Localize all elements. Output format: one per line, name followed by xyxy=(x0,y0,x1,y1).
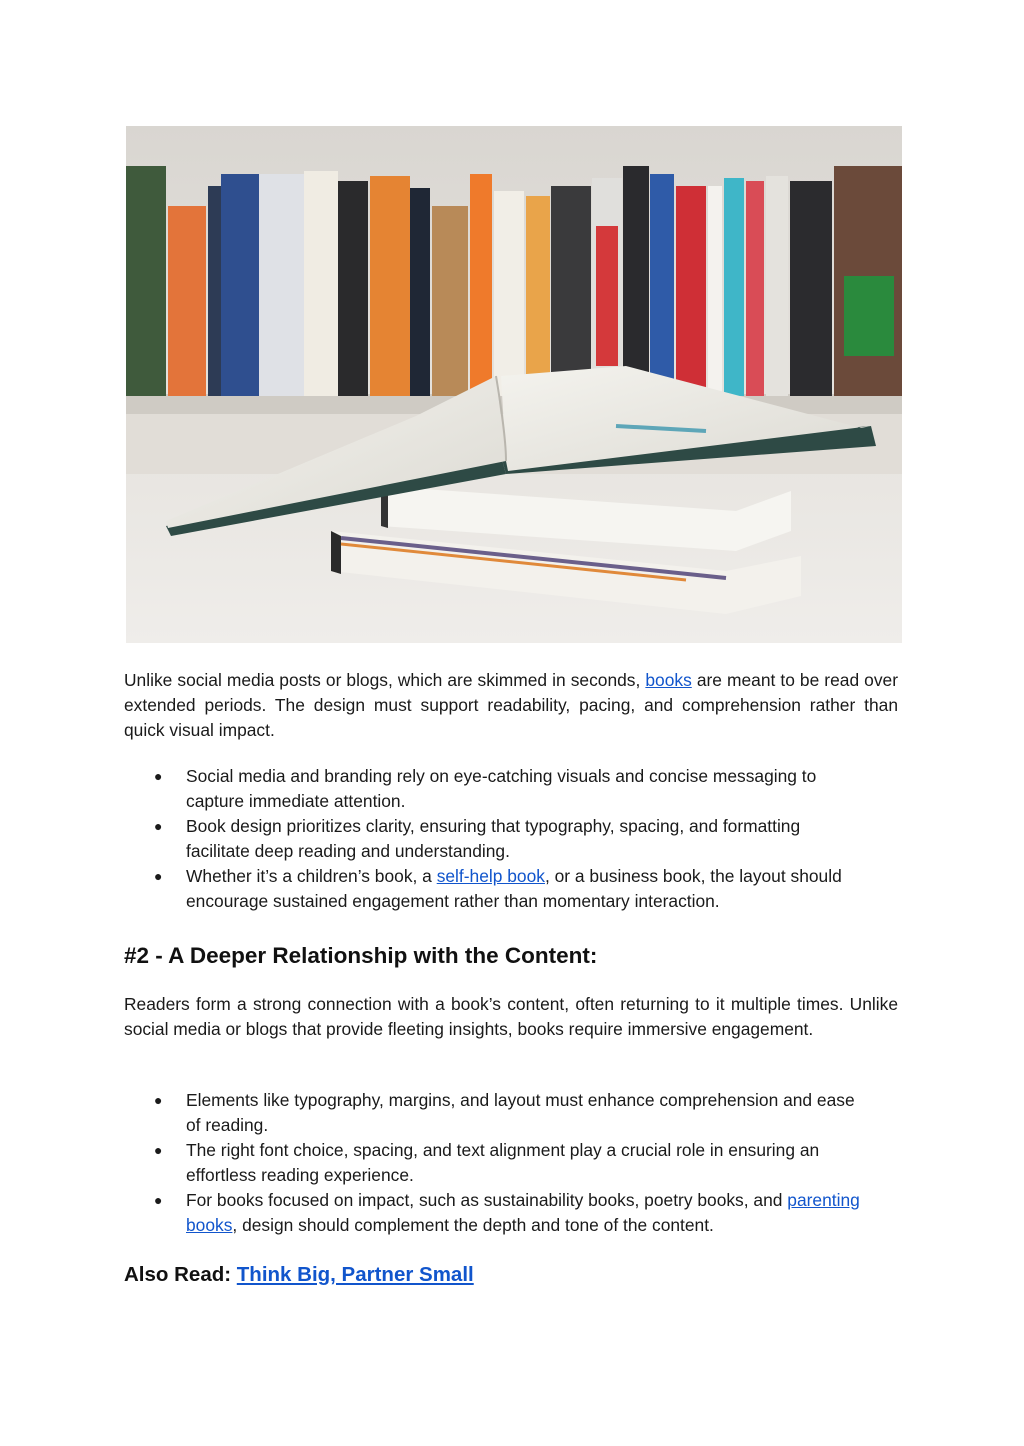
list-item xyxy=(124,1188,898,1238)
list-item xyxy=(124,864,898,914)
also-read-label: Also Read: xyxy=(124,1263,237,1286)
list-item-text-before: For books focused on impact, such as sustainability books, poetry books, and xyxy=(186,1190,788,1210)
hero-image xyxy=(126,126,902,643)
books-link[interactable]: books xyxy=(645,670,692,690)
section2-paragraph: Readers form a strong connection with a book’s content, often returning to it multiple times. Unlike social media or blogs that provide fleeting insights, books require immersive engagement. xyxy=(124,994,898,1039)
bullet-icon: ● xyxy=(154,868,163,884)
list-item-text: Elements like typography, margins, and layout must enhance comprehension and ease of reading. xyxy=(186,1090,855,1135)
list-item-text-after: , or a business book, the layout should encourage sustained engagement rather than momentary interaction. xyxy=(186,866,842,911)
intro-paragraph xyxy=(124,668,898,743)
list-item-text: The right font choice, spacing, and text alignment play a crucial role in ensuring an effortless reading experience. xyxy=(186,1140,820,1185)
section-heading: #2 - A Deeper Relationship with the Content: xyxy=(124,943,598,968)
list-item xyxy=(124,764,898,814)
also-read xyxy=(124,1261,474,1289)
list-item-text: Book design prioritizes clarity, ensuring that typography, spacing, and formatting facilitate deep reading and understanding. xyxy=(186,816,801,861)
intro-text-before: Unlike social media posts or blogs, which are skimmed in seconds, xyxy=(124,670,646,690)
list-item xyxy=(124,1088,898,1138)
list-item-text: Social media and branding rely on eye-catching visuals and concise messaging to capture immediate attention. xyxy=(186,766,817,811)
parenting-books-link[interactable]: parenting books xyxy=(186,1190,860,1235)
also-read-link[interactable]: Think Big, Partner Small xyxy=(236,1263,474,1286)
list-item-text-after: , design should complement the depth and tone of the content. xyxy=(232,1215,714,1235)
list-item-text-before: Whether it’s a children’s book, a xyxy=(186,866,437,886)
bullet-icon: ● xyxy=(154,768,163,784)
bullet-list-2 xyxy=(124,1088,898,1238)
books-photo-icon xyxy=(126,126,902,643)
bullet-icon: ● xyxy=(154,1192,163,1208)
bullet-icon: ● xyxy=(154,818,163,834)
bullet-icon: ● xyxy=(154,1142,163,1158)
intro-text-after: are meant to be read over extended periods. The design must support readability, pacing, and comprehension rather than quick visual impact. xyxy=(124,670,898,740)
bullet-list-1 xyxy=(124,764,898,914)
list-item xyxy=(124,814,898,864)
self-help-book-link[interactable]: self-help book xyxy=(436,866,545,886)
list-item xyxy=(124,1138,898,1188)
bullet-icon: ● xyxy=(154,1092,163,1108)
